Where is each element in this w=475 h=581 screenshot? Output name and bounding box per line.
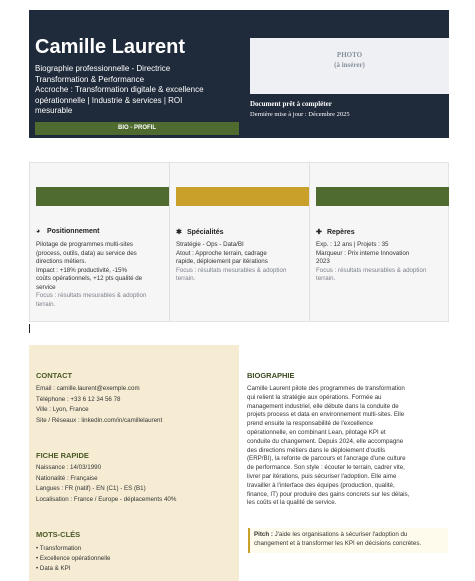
contact-phone[interactable]: Téléphone : +33 6 12 34 56 78 xyxy=(36,395,121,403)
photo-label-line2: (à insérer) xyxy=(334,61,365,69)
bio-profile-tag: BIO - PROFIL xyxy=(35,122,239,135)
keyword-item: • Excellence opérationnelle xyxy=(36,554,111,562)
feature-columns xyxy=(29,162,449,322)
column-reperes xyxy=(310,163,450,321)
biography-line: opérationnelle, en combinant Lean, pilotage KPI et xyxy=(247,428,386,436)
column-color-bar xyxy=(176,187,309,206)
column-specialites xyxy=(170,163,310,321)
pitch-line xyxy=(254,531,444,540)
contact-title: CONTACT xyxy=(36,371,73,380)
fiche-line: Localisation : France / Europe - déplacements 40% xyxy=(36,495,177,503)
header-banner xyxy=(29,10,449,138)
contact-email[interactable]: Email : camille.laurent@exemple.com xyxy=(36,385,140,392)
keyword-item: • Transformation xyxy=(36,545,82,552)
biography-line: livrer par itérations, puis sécuriser l'adoption. Elle aime xyxy=(247,472,397,480)
column-line: coûts opérationnels, +12 pts qualité de xyxy=(36,275,143,282)
biography-line: qui relient la stratégie aux opérations. Formée au xyxy=(247,393,382,401)
photo-placeholder[interactable] xyxy=(250,38,449,94)
flag-icon: ✚ xyxy=(316,229,322,236)
subtitle-line: mesurable xyxy=(35,106,73,115)
column-focus: terrain. xyxy=(176,275,196,282)
contact-details xyxy=(36,384,162,426)
document-status: Document prêt à compléter xyxy=(250,100,332,108)
biography-line: prend ensuite la responsabilité de l'excellence xyxy=(247,420,374,428)
photo-label xyxy=(250,50,449,70)
biography-line: les coûts et la qualité de service. xyxy=(247,499,337,507)
column-line: directions métiers. xyxy=(36,258,87,265)
contact-site[interactable]: Site / Réseaux : linkedin.com/in/camillelaurent xyxy=(36,416,163,424)
fiche-line: Naissance : 14/03/1990 xyxy=(36,464,102,471)
compass-icon: ◕ xyxy=(36,228,41,235)
column-color-bar xyxy=(316,187,449,206)
column-line: (process, outils, data) au service des xyxy=(36,249,137,257)
fiche-details xyxy=(36,463,176,505)
column-focus: terrain. xyxy=(36,300,56,308)
column-body xyxy=(176,241,306,284)
header-subtitle xyxy=(35,64,240,117)
column-line: service xyxy=(36,283,56,291)
biography-title: BIOGRAPHIE xyxy=(247,371,295,380)
contact-city: Ville : Lyon, France xyxy=(36,406,89,413)
keywords-list xyxy=(36,544,110,573)
fiche-title: FICHE RAPIDE xyxy=(36,451,89,460)
column-line: Pilotage de programmes multi-sites xyxy=(36,241,133,248)
column-focus: terrain. xyxy=(316,275,336,282)
keyword-item: • Data & KPI xyxy=(36,564,71,572)
column-line: rapide, déploiement par itérations xyxy=(176,258,268,265)
biography-text xyxy=(247,385,445,508)
pitch-line: changement et à transformer les KPI en décisions concrètes. xyxy=(254,539,422,547)
biography-line: finance, IT) pour produire des gains concrets sur les délais, xyxy=(247,490,410,498)
biography-line: conduite du changement. Depuis 2024, elle accompagne xyxy=(247,437,404,445)
subtitle-line: Biographie professionnelle - Directrice xyxy=(35,64,171,73)
biography-line: des directions métiers dans le déploiement d'outils xyxy=(247,446,386,454)
column-line: Marqueur : Prix interne Innovation xyxy=(316,249,410,257)
column-body xyxy=(316,241,446,284)
column-line: Impact : +18% productivité, -15% xyxy=(36,266,127,274)
column-line: Stratégie - Ops - Data/BI xyxy=(176,241,244,248)
biography-line: projets process et data en environnement multi-sites. Elle xyxy=(247,411,405,419)
biography-line: de performance. Son style : écouter le terrain, cadrer vite, xyxy=(247,464,405,472)
info-sidebar xyxy=(29,345,239,581)
subtitle-line: opérationnelle | Industrie & services | ROI xyxy=(35,95,183,105)
column-line: Exp. : 12 ans | Projets : 35 xyxy=(316,241,389,248)
column-title xyxy=(176,228,224,236)
fiche-line: Langues : FR (natif) - EN (C1) - ES (B1) xyxy=(36,485,146,492)
column-color-bar xyxy=(36,187,169,206)
text-cursor xyxy=(29,324,30,333)
photo-label-line1: PHOTO xyxy=(336,51,363,59)
biography-line: management industriel, elle débute dans la conduite de xyxy=(247,402,399,410)
column-title xyxy=(36,228,99,235)
column-focus: Focus : résultats mesurables & adoption xyxy=(316,266,427,274)
document-last-update: Dernière mise à jour : Décembre 2025 xyxy=(250,111,350,118)
person-name: Camille Laurent xyxy=(35,36,186,58)
column-line: 2023 xyxy=(316,258,330,265)
subtitle-line: Transformation & Performance xyxy=(35,74,145,84)
column-title xyxy=(316,228,355,236)
column-line: Atout : Approche terrain, cadrage xyxy=(176,249,267,257)
biography-line: travailler à l'interface des équipes (production, qualité, xyxy=(247,481,395,489)
biography-line: (ERP/BI), la refonte de parcours et l'ancrage d'une culture xyxy=(247,455,406,463)
pin-icon: ✱ xyxy=(176,229,182,236)
biography-line: Camille Laurent pilote des programmes de transformation xyxy=(247,385,405,392)
keywords-title: MOTS-CLÉS xyxy=(36,530,81,539)
pitch-box xyxy=(248,528,448,553)
column-title-text: Spécialités xyxy=(186,229,224,236)
column-title-text: Positionnement xyxy=(46,228,100,235)
pitch-label: Pitch : xyxy=(254,531,273,538)
column-focus: Focus : résultats mesurables & adoption xyxy=(176,266,287,274)
fiche-line: Nationalité : Française xyxy=(36,474,98,482)
subtitle-line: Accroche : Transformation digitale & excellence xyxy=(35,85,204,94)
column-focus: Focus : résultats mesurables & adoption xyxy=(36,292,147,299)
pitch-text: J'aide les organisations à sécuriser l'adoption du xyxy=(272,531,408,538)
column-positionnement xyxy=(30,163,170,321)
column-body xyxy=(36,241,166,309)
column-title-text: Repères xyxy=(326,229,355,236)
